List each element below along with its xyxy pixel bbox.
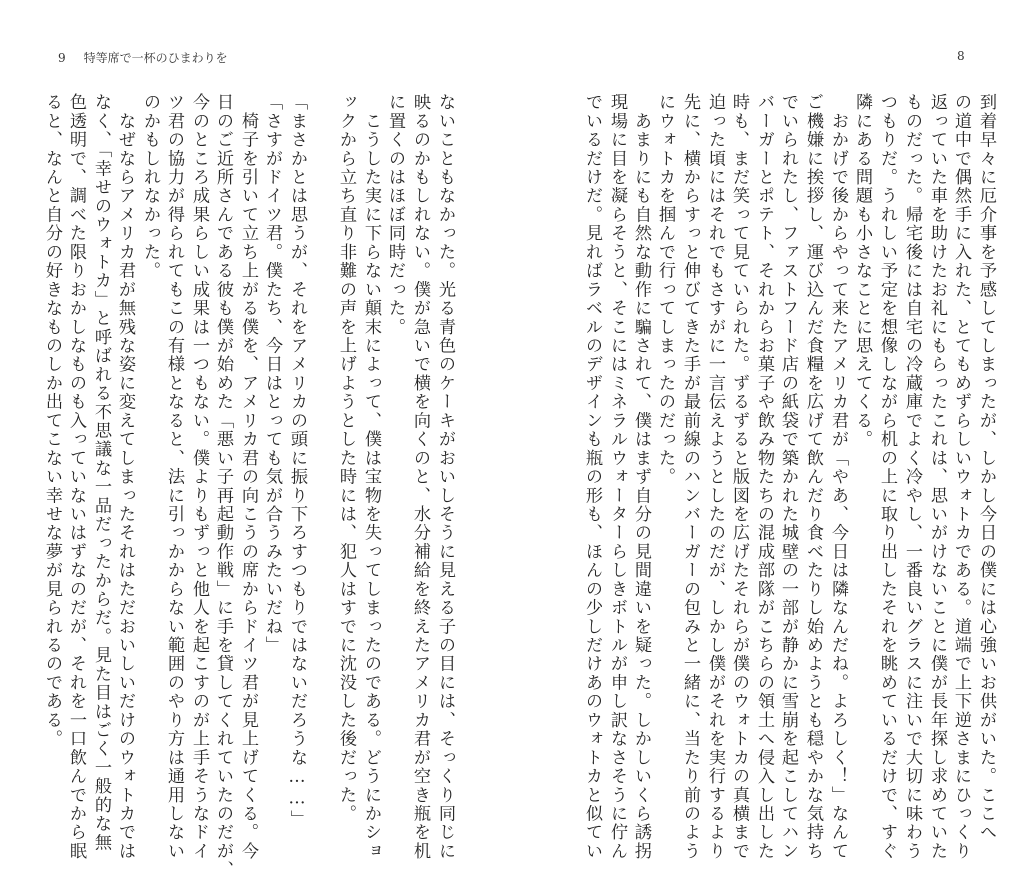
text-column: おかげで後からやって来たアメリカ君が「やあ、今日は隣なんだね。よろしく！」なんて xyxy=(828,93,848,861)
text-column: 迫った頃にはそれでもさすがに一言伝えようとしたのだが、しかし僕がそれを実行するより xyxy=(705,93,725,861)
text-column: でいられたし、ファストフード店の紙袋で築かれた城壁の一部が静かに雪崩を起こしてハン xyxy=(778,93,798,861)
text-column: 映るのかもしれない。僕が急いで横を向くのと、水分補給を終えたアメリカ君が空き瓶を机 xyxy=(410,93,430,861)
text-column: 今のところ成果らしい成果は一つもない。僕よりもずっと他人を起こすのが上手そうなドイ xyxy=(189,93,209,861)
text-column: に置くのはほぼ同時だった。 xyxy=(385,93,405,337)
text-column: にウォトカを掴んで行ってしまったのだった。 xyxy=(655,93,675,487)
text-column: でいるだけだ。見ればラベルのデザインも瓶の形も、ほんの少しだけあのウォトカと似てい xyxy=(582,93,602,861)
text-column: 到着早々に厄介事を予感してしまったが、しかし今日の僕には心強いお供がいた。ここへ xyxy=(976,93,996,842)
text-column: こうした実に下らない顛末によって、僕は宝物を失ってしまったのである。どうにかショ xyxy=(361,93,381,861)
left-page-number: 9 xyxy=(58,51,66,65)
text-column: 色透明で、調べた限りおかしなものも入っていないはずなのだが、それを一口飲んでから眠 xyxy=(66,93,86,861)
text-column: の道中で偶然手に入れた、とてもめずらしいウォトカである。道端で上下逆さまにひっくり xyxy=(951,93,971,861)
text-column: なぜならアメリカ君が無残な姿に変えてしまったそれはただおいしいだけのウォトカでは xyxy=(115,93,135,861)
text-column: のかもしれなかった。 xyxy=(140,93,160,281)
text-column: 隣にある問題も小さなことに思えてくる。 xyxy=(852,93,872,449)
text-column: ツ君の協力が得られてもこの有様となると、法に引っかからない範囲のやり方は通用しない xyxy=(164,93,184,861)
right-page-number: 8 xyxy=(957,49,965,63)
text-column: 現場に目を凝らそうと、そこにはミネラルウォーターらしきボトルが申し訳なさそうに佇ん xyxy=(607,93,627,861)
text-column: ると、なんと自分の好きなものしか出てこない幸せな夢が見られるのである。 xyxy=(42,93,62,749)
text-column: ものだった。帰宅後には自宅の冷蔵庫でよく冷やし、一番良いグラスに注いで大切に味わう xyxy=(902,93,922,861)
running-title: 特等席で一杯のひまわりを xyxy=(83,51,228,65)
left-page-header xyxy=(58,49,228,66)
text-column: バーガーとポテト、それからお菓子や飲み物たちの混成部隊がこちらの領土へ侵入し出した xyxy=(754,93,774,861)
text-column: 日のご近所さんである彼も僕が始めた「悪い子再起動作戦」に手を貸してくれていたのだが、 xyxy=(213,93,233,879)
text-column: ないこともなかった。光る青色のケーキがおいしそうに見える子の目には、そっくり同じに xyxy=(435,93,455,861)
text-column: つもりだ。うれしい予定を想像しながら机の上に取り出したそれを眺めているだけで、すぐ xyxy=(877,93,897,861)
text-column: 「まさかとは思うが、それをアメリカの頭に振り下ろすつもりではないだろうな……」 xyxy=(287,93,307,829)
text-column: 時も、まだ笑って見ていられた。ずるずると版図を広げたそれらが僕のウォトカの真横まで xyxy=(729,93,749,861)
text-column: ックから立ち直り非難の声を上げようとした時には、犯人はすでに沈没した後だった。 xyxy=(336,93,356,824)
text-column: ご機嫌に挨拶し、運び込んだ食糧を広げて飲んだり食べたりし始めようとも穏やかな気持ち xyxy=(803,93,823,861)
text-column: 「さすがドイツ君。僕たち、今日はとっても気が合うみたいだね」 xyxy=(262,93,282,655)
text-column: なく、「幸せのウォトカ」と呼ばれる不思議な一品だったからだ。見た目はごく一般的な無 xyxy=(91,93,111,852)
text-column: 椅子を引いて立ち上がる僕を、アメリカ君の向こうの席からドイツ君が見上げてくる。今 xyxy=(238,93,258,861)
text-column: 返っていた車を助けたお礼にもらったこれは、思いがけないことに僕が長年探し求めていた xyxy=(927,93,947,861)
text-column: あまりにも自然な動作に騙されて、僕はまず自分の見間違いを疑った。しかしいくら誘拐 xyxy=(631,93,651,861)
text-column: 先に、横からすっと伸びてきた手が最前線のハンバーガーの包みと一緒に、当たり前のよう xyxy=(680,93,700,861)
